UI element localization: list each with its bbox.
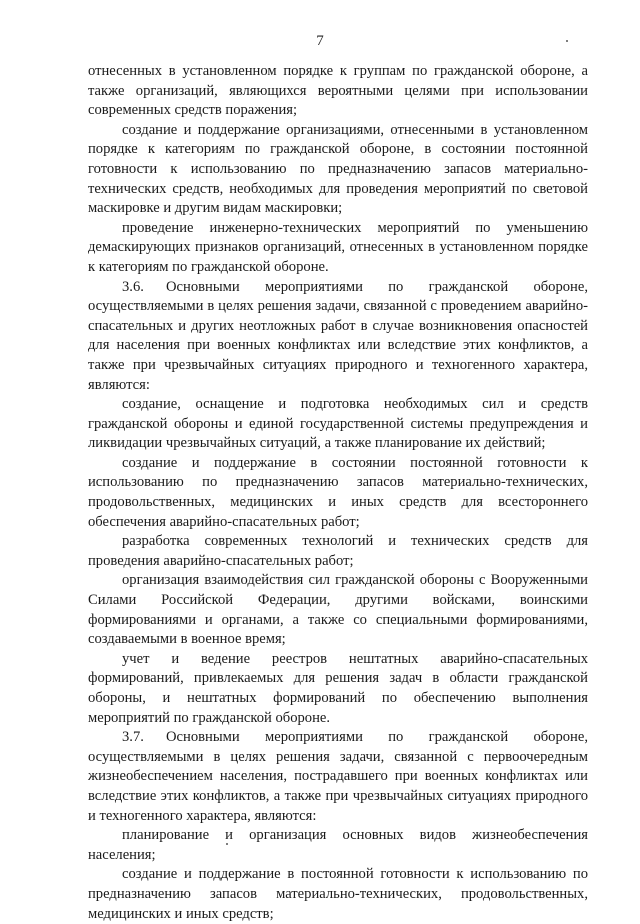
- paragraph: создание и поддержание в постоянной готовности к использованию по предназначению запасов материально-технических, продовольственных, медицинских и иных средств;: [88, 866, 588, 922]
- scan-speck: [226, 843, 228, 845]
- section-number: 3.6.: [122, 278, 144, 295]
- paragraph-text: Основными мероприятиями по гражданской обороне, осуществляемыми в целях решения задачи, связанной с первоочередным жизнеобеспечением населения, пострадавшего при военных конфликтах или вследствие этих конфликтов, а также при чрезвычайных ситуациях природного и техногенного характера, являются:: [88, 729, 588, 824]
- document-body: [88, 62, 588, 924]
- paragraph: проведение инженерно-технических мероприятий по уменьшению демаскирующих признаков организаций, отнесенных в установленном порядке к категориям по гражданской обороне.: [88, 219, 588, 275]
- paragraph: создание и поддержание организациями, отнесенными в установленном порядке к категориям по гражданской обороне, в состоянии постоянной готовности к использованию по предназначению запасов материально-технических средств, необходимых для проведения мероприятий по световой маскировке и другим видам маскировки;: [88, 121, 588, 217]
- paragraph-text: Основными мероприятиями по гражданской обороне, осуществляемыми в целях решения задачи, связанной с проведением аварийно-спасательных и других неотложных работ в случае возникновения опасностей для населения при военных конфликтах или вследствие этих конфликтов, а также при чрезвычайных ситуациях природного и техногенного характера, являются:: [88, 278, 588, 393]
- paragraph: отнесенных в установленном порядке к группам по гражданской обороне, а также организаций, являющихся вероятными целями при использовании современных средств поражения;: [88, 63, 588, 119]
- scan-speck: [566, 40, 568, 42]
- numbered-paragraph: [88, 278, 588, 396]
- paragraph: создание и поддержание в состоянии постоянной готовности к использованию по предназначению запасов материально-технических, продовольственных, медицинских и иных средств для всестороннего обеспечения аварийно-спасательных работ;: [88, 454, 588, 530]
- numbered-paragraph: [88, 728, 588, 826]
- paragraph: организация взаимодействия сил гражданской обороны с Вооруженными Силами Российской Федерации, другими войсками, воинскими формированиями и органами, а также со специальными формированиями, создаваемыми в военное время;: [88, 572, 588, 648]
- section-number: 3.7.: [122, 729, 144, 746]
- paragraph: создание, оснащение и подготовка необходимых сил и средств гражданской обороны и единой государственной системы предупреждения и ликвидации чрезвычайных ситуаций, а также планирование их действий;: [88, 396, 588, 452]
- paragraph: планирование и организация основных видов жизнеобеспечения населения;: [88, 827, 588, 863]
- page-number: 7: [316, 33, 324, 49]
- paragraph: учет и ведение реестров нештатных аварийно-спасательных формирований, привлекаемых для решения задач в области гражданской обороны, и нештатных формирований по обеспечению выполнения мероприятий по гражданской обороне.: [88, 650, 588, 726]
- paragraph: разработка современных технологий и технических средств для проведения аварийно-спасательных работ;: [88, 533, 588, 569]
